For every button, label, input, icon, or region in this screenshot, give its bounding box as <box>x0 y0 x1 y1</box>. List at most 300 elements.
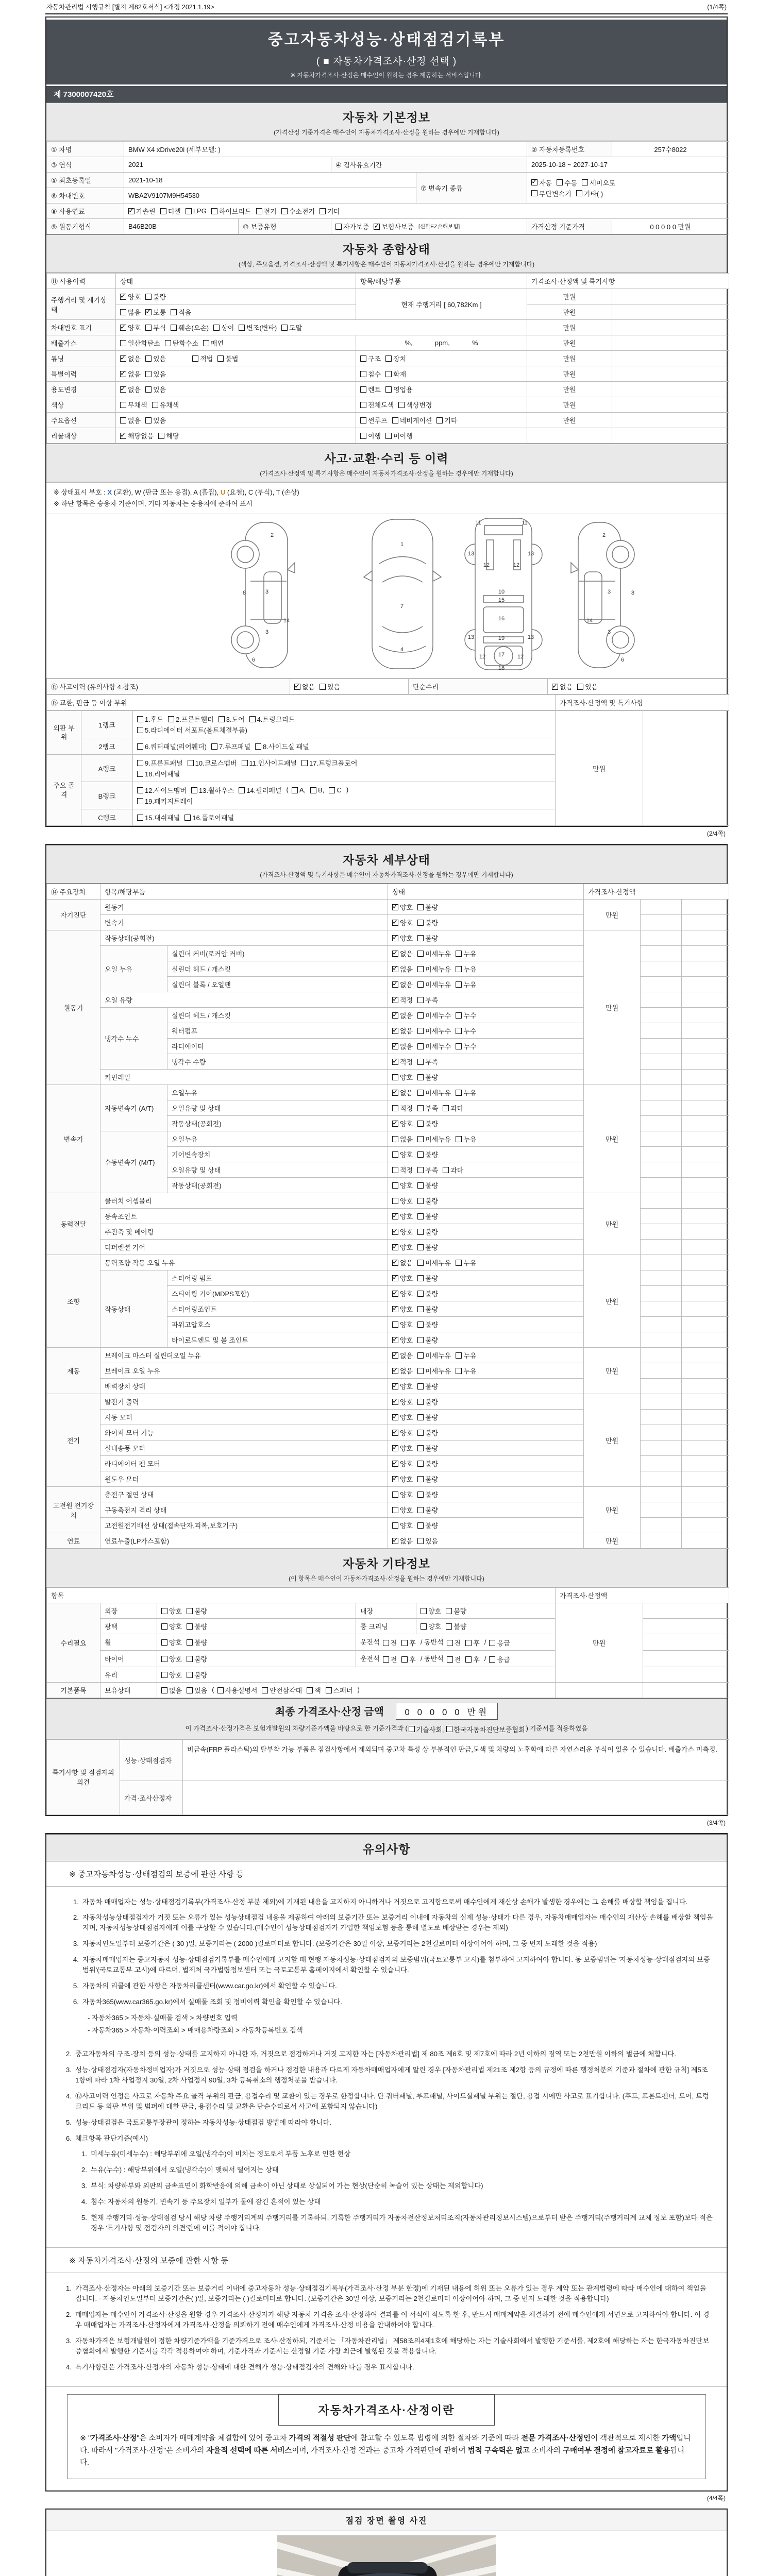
table-cell: ② 자동차등록번호 <box>527 142 612 157</box>
checkbox-불량[interactable] <box>417 1149 438 1159</box>
checkbox-침수[interactable] <box>360 369 381 379</box>
checkbox-적음[interactable] <box>171 307 191 317</box>
checkbox-13휠하우스[interactable] <box>191 785 234 795</box>
checkbox-양호[interactable] <box>392 1242 413 1252</box>
table-cell <box>682 1379 729 1394</box>
checkbox-전기[interactable] <box>256 206 277 216</box>
checkbox-box <box>249 716 256 722</box>
checkbox-없음[interactable] <box>392 1010 413 1020</box>
checkbox-색상변경[interactable] <box>398 400 432 410</box>
checkbox-있음[interactable] <box>577 682 598 691</box>
checkbox-미세누유[interactable] <box>417 979 451 989</box>
checkbox-양호[interactable] <box>421 1606 441 1616</box>
checkbox-불량[interactable] <box>417 1412 438 1422</box>
checkbox-양호[interactable] <box>392 1273 413 1283</box>
checkbox-box <box>417 920 424 926</box>
checkbox-보통[interactable] <box>145 307 166 317</box>
checkbox-불량[interactable] <box>417 1118 438 1128</box>
checkbox-누수[interactable] <box>456 1010 476 1020</box>
checkbox-미이행[interactable] <box>385 431 413 440</box>
checkbox-box <box>383 1656 389 1663</box>
check-cell <box>388 1039 584 1054</box>
check-cell <box>388 930 584 946</box>
checkbox-불량[interactable] <box>417 918 438 927</box>
checkbox-있음[interactable] <box>187 1685 207 1695</box>
checkbox-상이[interactable] <box>213 323 234 332</box>
checkbox-6쿼터패널리어휀더[interactable] <box>137 741 207 751</box>
table-cell: 2021 <box>124 157 331 173</box>
checkbox-box <box>161 1687 167 1693</box>
checkbox-불량[interactable] <box>417 1072 438 1082</box>
checkbox-box <box>392 981 398 988</box>
checkbox-잭[interactable] <box>307 1685 321 1695</box>
checkbox-전[interactable] <box>447 1654 461 1664</box>
checkbox-미세누유[interactable] <box>417 1350 451 1360</box>
checkbox-미세누유[interactable] <box>417 1258 451 1267</box>
checkbox-미세누유[interactable] <box>417 948 451 958</box>
checkbox-양호[interactable] <box>392 1118 413 1128</box>
checkbox-누유[interactable] <box>456 1258 476 1267</box>
checkbox-전[interactable] <box>447 1638 461 1648</box>
checkbox-box <box>417 1383 424 1389</box>
checkbox-미세누수[interactable] <box>417 1026 451 1036</box>
checkbox-장치[interactable] <box>385 353 406 363</box>
checkbox-불량[interactable] <box>417 1319 438 1329</box>
checkbox-무단변속기[interactable] <box>531 189 572 198</box>
checkbox-불량[interactable] <box>417 1505 438 1515</box>
checkbox-양호[interactable] <box>392 1428 413 1437</box>
panel-number-2: 2 <box>270 532 274 539</box>
checkbox-label: 있음 <box>153 386 166 394</box>
checkbox-사용설명서[interactable] <box>217 1685 258 1695</box>
checkbox-양호[interactable] <box>392 918 413 927</box>
checkbox-훼손오손[interactable] <box>171 323 209 332</box>
page-number-2: (2/4쪽) <box>707 830 726 838</box>
checkbox-양호[interactable] <box>392 1211 413 1221</box>
notice-item-text: ⑫사고이력 인정은 사고로 자동차 주요 골격 부위의 판금, 용접수리 및 교환이 있는 경우로 한정합니다. 단 쿼터패널, 루프패널, 사이드실패널 부위는 절단, 용접 시에만 사고로 표기합니다. (후드, 프론트펜더, 도어, 트렁크리드 등 외판 부위 및 범퍼에 대한 판금, 용접수리 및 교환은 단순수리로서 사고에 포함되지 않습니다) <box>75 2092 709 2110</box>
checkbox-불량[interactable] <box>417 1443 438 1453</box>
checkbox-양호[interactable] <box>392 1335 413 1345</box>
checkbox-썬루프[interactable] <box>360 415 388 425</box>
checkbox-미세누수[interactable] <box>417 1010 451 1020</box>
checkbox-누유[interactable] <box>456 1134 476 1144</box>
check-cell <box>356 1651 556 1667</box>
checkbox-자동[interactable] <box>531 178 552 188</box>
table-cell: 자기진단 <box>47 900 100 930</box>
checkbox-불량[interactable] <box>417 1397 438 1406</box>
checkbox-불법[interactable] <box>217 353 238 363</box>
checkbox-무채색[interactable] <box>120 400 147 410</box>
checkbox-label: 있음 <box>153 355 166 363</box>
checkbox-없음[interactable] <box>120 353 141 363</box>
checkbox-19패키지트레이[interactable] <box>137 796 193 806</box>
checkbox-적정[interactable] <box>392 995 413 1005</box>
checkbox-label: 스패너 <box>333 1687 353 1695</box>
checkbox-양호[interactable] <box>392 1520 413 1530</box>
checkbox-불량[interactable] <box>417 1211 438 1221</box>
checkbox-C[interactable] <box>329 786 341 794</box>
checkbox-없음[interactable] <box>552 682 573 691</box>
checkbox-미세누유[interactable] <box>417 1366 451 1376</box>
checkbox-보험사보증[interactable] <box>374 222 414 231</box>
checkbox-미세누유[interactable] <box>417 964 451 974</box>
checkbox-14필러패널[interactable] <box>239 785 281 795</box>
checkbox-불량[interactable] <box>417 933 438 943</box>
checkbox-일산화탄소[interactable] <box>120 338 160 348</box>
checkbox-box <box>217 355 224 362</box>
checkbox-있음[interactable] <box>417 1536 438 1546</box>
checkbox-8사이드실패널[interactable] <box>255 741 309 751</box>
checkbox-box <box>392 1368 398 1374</box>
checkbox-box <box>187 1656 193 1662</box>
checkbox-자가보증[interactable] <box>335 222 369 231</box>
checkbox-후[interactable] <box>401 1638 416 1648</box>
checkbox-불량[interactable] <box>187 1621 207 1631</box>
checkbox-있음[interactable] <box>145 415 166 425</box>
checkbox-box <box>392 1229 398 1235</box>
checkbox-불량[interactable] <box>417 1196 438 1206</box>
checkbox-B[interactable] <box>310 786 324 794</box>
checkbox-양호[interactable] <box>392 1489 413 1499</box>
table-cell <box>682 1240 729 1255</box>
price-definition-paragraph <box>77 2433 696 2470</box>
table-cell: ⑪ 사용이력 <box>47 274 116 289</box>
checkbox-10크로스멤버[interactable] <box>188 758 237 768</box>
checkbox-해당없음[interactable] <box>120 431 154 440</box>
checkbox-없음[interactable] <box>392 1366 413 1376</box>
checkbox-하이브리드[interactable] <box>211 206 251 216</box>
checkbox-수동[interactable] <box>557 178 577 188</box>
checkbox-양호[interactable] <box>392 1196 413 1206</box>
checkbox-양호[interactable] <box>392 1227 413 1236</box>
checkbox-없음[interactable] <box>392 1536 413 1546</box>
panel-number-10: 10 <box>498 589 505 596</box>
checkbox-양호[interactable] <box>161 1637 182 1647</box>
checkbox-없음[interactable] <box>392 1350 413 1360</box>
checkbox-label: 누유 <box>463 1136 477 1144</box>
checkbox-양호[interactable] <box>392 1474 413 1484</box>
checkbox-수소전기[interactable] <box>281 206 315 216</box>
checkbox-과다[interactable] <box>443 1103 463 1113</box>
checkbox-양호[interactable] <box>161 1670 182 1680</box>
checkbox-양호[interactable] <box>120 292 141 301</box>
checkbox-적정[interactable] <box>392 1057 413 1066</box>
checkbox-없음[interactable] <box>294 682 315 691</box>
title-band <box>46 18 727 103</box>
checkbox-있음[interactable] <box>145 353 166 363</box>
checkbox-label: 양호 <box>428 1623 442 1631</box>
checkbox-LPG[interactable] <box>186 207 207 215</box>
checkbox-7루프패널[interactable] <box>211 741 250 751</box>
checkbox-양호[interactable] <box>392 1304 413 1314</box>
checkbox-탄화수소[interactable] <box>165 338 198 348</box>
checkbox-불량[interactable] <box>417 1180 438 1190</box>
checkbox-불량[interactable] <box>145 292 166 301</box>
checkbox-불량[interactable] <box>187 1670 207 1680</box>
checkbox-18리어패널[interactable] <box>137 769 180 778</box>
checkbox-label: 15.대쉬패널 <box>145 814 180 822</box>
table-cell <box>682 961 729 977</box>
notice-item-text: 성능·상태점검자(자동차정비업자)가 거짓으로 성능·상태 점검을 하거나 점검한 내용과 다르게 자동차매매업자에게 알린 경우 [자동차관리법 제21조 제2항 등의 규정에 따른 행정처분의 기준과 절차에 관한 규칙] 제5조 1항에 따라 1차 사업정지 30일, 2차 사업정지 90일, 3차 등록취소의 행정처분을 받습니다. <box>75 2065 708 2084</box>
check-cell <box>388 1178 584 1193</box>
table-cell <box>641 1116 682 1131</box>
checkbox-부족[interactable] <box>417 1057 438 1066</box>
checkbox-전[interactable] <box>383 1654 397 1664</box>
checkbox-없음[interactable] <box>120 384 141 394</box>
table-cell <box>643 1651 729 1667</box>
checkbox-11인사이드패널[interactable] <box>242 758 297 768</box>
checkbox-화재[interactable] <box>385 369 406 379</box>
checkbox-양호[interactable] <box>392 1319 413 1329</box>
checkbox-기타[interactable] <box>320 206 340 216</box>
checkbox-box <box>417 1136 424 1142</box>
checkbox-안전삼각대[interactable] <box>262 1685 302 1695</box>
checkbox-이행[interactable] <box>360 431 381 440</box>
checkbox-없음[interactable] <box>392 1088 413 1097</box>
checkbox-1후드[interactable] <box>137 714 163 724</box>
checkbox-기타[interactable] <box>576 189 603 198</box>
checkbox-없음[interactable] <box>392 1026 413 1036</box>
check-cell <box>124 204 729 219</box>
checkbox-불량[interactable] <box>187 1637 207 1647</box>
table-cell: 상태 <box>116 274 356 289</box>
checkbox-label: 양호 <box>400 1244 413 1252</box>
panel-number-12: 12 <box>479 654 486 660</box>
checkbox-label: 훼손(오손) <box>178 324 209 332</box>
checkbox-디젤[interactable] <box>160 206 181 216</box>
checkbox-없음[interactable] <box>392 1134 413 1144</box>
checkbox-2프론트휀더[interactable] <box>168 714 214 724</box>
checkbox-응급[interactable] <box>489 1638 510 1648</box>
checkbox-도말[interactable] <box>281 323 302 332</box>
checkbox-box <box>392 1121 398 1127</box>
checkbox-양호[interactable] <box>421 1621 441 1631</box>
checkbox-불량[interactable] <box>187 1654 207 1664</box>
checkbox-있음[interactable] <box>145 384 166 394</box>
table-cell <box>641 1456 682 1471</box>
checkbox-누수[interactable] <box>456 1026 476 1036</box>
checkbox-부족[interactable] <box>417 1103 438 1113</box>
checkbox-구조[interactable] <box>360 353 381 363</box>
checkbox-box <box>145 386 152 393</box>
checkbox-불량[interactable] <box>417 1273 438 1283</box>
table-cell <box>612 382 729 397</box>
checkbox-기타[interactable] <box>436 415 457 425</box>
inline-text: / <box>484 1638 486 1647</box>
checkbox-불량[interactable] <box>417 1227 438 1236</box>
checkbox-box <box>360 402 366 408</box>
checkbox-변조변타[interactable] <box>239 323 277 332</box>
checkbox-불량[interactable] <box>446 1606 466 1616</box>
checkbox-label: 17.트렁크플로어 <box>309 759 358 768</box>
checkbox-영업용[interactable] <box>385 384 413 394</box>
checkbox-양호[interactable] <box>392 1289 413 1298</box>
checkbox-세미오토[interactable] <box>582 178 615 188</box>
checkbox-양호[interactable] <box>392 1397 413 1406</box>
checkbox-후[interactable] <box>465 1654 480 1664</box>
checkbox-없음[interactable] <box>392 979 413 989</box>
checkbox-부족[interactable] <box>417 1165 438 1175</box>
check-cell <box>133 738 556 755</box>
checkbox-box <box>417 1043 424 1049</box>
checkbox-3도어[interactable] <box>219 714 245 724</box>
checkbox-불량[interactable] <box>417 1459 438 1468</box>
checkbox-부족[interactable] <box>417 995 438 1005</box>
checkbox-불량[interactable] <box>417 1304 438 1314</box>
checkbox-누유[interactable] <box>456 1366 476 1376</box>
table-cell: 0 0 0 0 0 만원 <box>612 219 729 234</box>
notice-item-number: 6. <box>65 2134 72 2142</box>
table-cell <box>641 1054 682 1070</box>
checkbox-label: 장치 <box>393 355 407 363</box>
checkbox-불량[interactable] <box>417 1489 438 1499</box>
check-cell <box>133 711 556 738</box>
checkbox-미세누수[interactable] <box>417 1041 451 1051</box>
checkbox-box <box>392 1151 398 1158</box>
table-cell <box>682 992 729 1008</box>
checkbox-4트렁크리드[interactable] <box>249 714 295 724</box>
checkbox-양호[interactable] <box>392 1381 413 1391</box>
checkbox-적법[interactable] <box>192 353 213 363</box>
checkbox-전[interactable] <box>383 1638 397 1648</box>
checkbox-label: 없음 <box>400 1027 413 1036</box>
checkbox-불량[interactable] <box>417 1335 438 1345</box>
table-cell <box>682 1224 729 1240</box>
table-cell <box>641 1209 682 1224</box>
checkbox-적정[interactable] <box>392 1103 413 1113</box>
checkbox-양호[interactable] <box>392 933 413 943</box>
checkbox-17트렁크플로어[interactable] <box>301 758 357 768</box>
checkbox-label: 양호 <box>400 1321 413 1329</box>
checkbox-12사이드멤버[interactable] <box>137 785 187 795</box>
checkbox-양호[interactable] <box>392 1180 413 1190</box>
checkbox-과다[interactable] <box>443 1165 463 1175</box>
checkbox-스패너[interactable] <box>326 1685 353 1695</box>
check-cell <box>388 1008 584 1023</box>
checkbox-양호[interactable] <box>392 1459 413 1468</box>
checkbox-누유[interactable] <box>456 979 476 989</box>
checkbox-없음[interactable] <box>120 415 141 425</box>
checkbox-양호[interactable] <box>392 1412 413 1422</box>
checkbox-기술사회[interactable] <box>409 1724 444 1734</box>
checkbox-16플로어패널[interactable] <box>184 812 234 822</box>
checkbox-5라디에이터서포트볼트체결부품[interactable] <box>137 725 247 735</box>
checkbox-있음[interactable] <box>145 369 166 379</box>
checkbox-없음[interactable] <box>392 1258 413 1267</box>
checkbox-네비게이션[interactable] <box>392 415 432 425</box>
checkbox-box <box>417 1059 424 1065</box>
checkbox-후[interactable] <box>465 1638 480 1648</box>
checkbox-누유[interactable] <box>456 1088 476 1097</box>
checkbox-렌트[interactable] <box>360 384 381 394</box>
checkbox-양호[interactable] <box>120 323 141 332</box>
checkbox-없음[interactable] <box>392 948 413 958</box>
checkbox-후[interactable] <box>401 1654 416 1664</box>
checkbox-불량[interactable] <box>446 1621 466 1631</box>
check-cell <box>388 1100 584 1116</box>
checkbox-label: 양호 <box>400 1120 413 1128</box>
checkbox-불량[interactable] <box>417 1520 438 1530</box>
checkbox-9프론트패널[interactable] <box>137 758 183 768</box>
checkbox-없음[interactable] <box>392 964 413 974</box>
checkbox-누유[interactable] <box>456 1350 476 1360</box>
checkbox-양호[interactable] <box>392 1443 413 1453</box>
checkbox-미세누유[interactable] <box>417 1134 451 1144</box>
checkbox-box <box>184 815 191 821</box>
checkbox-유채색[interactable] <box>152 400 179 410</box>
table-cell <box>612 304 729 320</box>
checkbox-box <box>392 920 398 926</box>
page2-box <box>45 844 728 1816</box>
checkbox-적정[interactable] <box>392 1165 413 1175</box>
panel-number-11: 11 <box>522 520 528 527</box>
checkbox-많음[interactable] <box>120 307 141 317</box>
panel-rank-table <box>46 710 729 826</box>
checkbox-없음[interactable] <box>120 369 141 379</box>
checkbox-응급[interactable] <box>489 1654 510 1664</box>
checkbox-양호[interactable] <box>392 1505 413 1515</box>
check-cell <box>157 1634 356 1651</box>
checkbox-양호[interactable] <box>161 1654 182 1664</box>
notice-item-number: 1. <box>73 1897 79 1906</box>
checkbox-불량[interactable] <box>417 1381 438 1391</box>
checkbox-label: 디젤 <box>167 208 181 215</box>
checkbox-없음[interactable] <box>161 1685 182 1695</box>
checkbox-15대쉬패널[interactable] <box>137 812 180 822</box>
panel-number-13: 13 <box>467 634 475 641</box>
checkbox-누유[interactable] <box>456 948 476 958</box>
checkbox-label: 11.인사이드패널 <box>249 759 297 768</box>
checkbox-부식[interactable] <box>145 323 166 332</box>
checkbox-불량[interactable] <box>417 1474 438 1484</box>
checkbox-미세누유[interactable] <box>417 1088 451 1097</box>
checkbox-양호[interactable] <box>392 1072 413 1082</box>
checkbox-label: 있음 <box>153 370 166 378</box>
checkbox-A[interactable] <box>292 786 306 794</box>
checkbox-불량[interactable] <box>417 902 438 912</box>
checkbox-양호[interactable] <box>161 1621 182 1631</box>
checkbox-있음[interactable] <box>320 682 340 691</box>
table-cell: 외판 부위 <box>47 711 81 755</box>
checkbox-box <box>417 1538 424 1544</box>
table-cell: 추진축 및 베어링 <box>100 1224 388 1240</box>
checkbox-전체도색[interactable] <box>360 400 394 410</box>
checkbox-box <box>360 355 366 362</box>
checkbox-가솔린[interactable] <box>128 206 156 216</box>
paragraph-segment: 됩니다. <box>80 2446 685 2467</box>
table-cell <box>612 289 729 304</box>
checkbox-label: 일산화탄소 <box>128 340 160 347</box>
checkbox-불량[interactable] <box>417 1428 438 1437</box>
checkbox-label: 미세누유 <box>425 965 451 974</box>
checkbox-한국자동차진단보증협회[interactable] <box>446 1724 525 1734</box>
checkbox-불량[interactable] <box>417 1289 438 1298</box>
table-cell: 만원 <box>527 320 612 335</box>
checkbox-양호[interactable] <box>392 1149 413 1159</box>
checkbox-해당[interactable] <box>158 431 179 440</box>
checkbox-양호[interactable] <box>161 1606 182 1616</box>
checkbox-없음[interactable] <box>392 1041 413 1051</box>
checkbox-매연[interactable] <box>203 338 224 348</box>
checkbox-누유[interactable] <box>456 964 476 974</box>
checkbox-불량[interactable] <box>417 1242 438 1252</box>
table-cell: 만원 <box>527 351 612 366</box>
checkbox-양호[interactable] <box>392 902 413 912</box>
checkbox-box <box>392 1352 398 1359</box>
checkbox-불량[interactable] <box>187 1606 207 1616</box>
checkbox-누수[interactable] <box>456 1041 476 1051</box>
checkbox-label: 적정 <box>400 1166 413 1175</box>
